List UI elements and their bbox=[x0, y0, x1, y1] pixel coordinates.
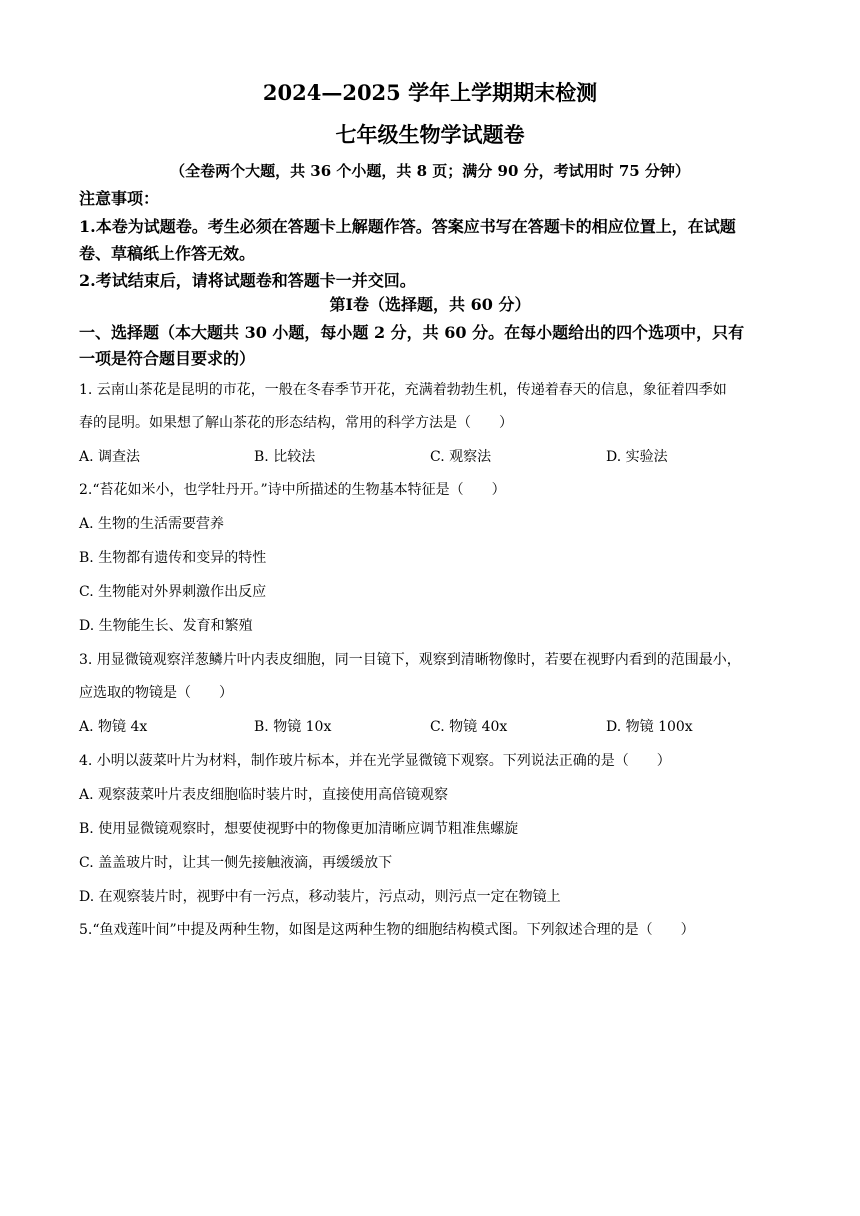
question-4-stem: 4. 小明以菠菜叶片为材料，制作玻片标本，并在光学显微镜下观察。下列说法正确的是（ ） bbox=[79, 753, 671, 769]
question-1-option-d: D. 实验法 bbox=[606, 449, 668, 465]
question-3-option-c: C. 物镜 40x bbox=[430, 719, 508, 735]
notes-heading: 注意事项： bbox=[79, 189, 160, 208]
question-3-option-a: A. 物镜 4x bbox=[79, 719, 148, 735]
question-2-option-a: A. 生物的生活需要营养 bbox=[79, 516, 225, 532]
question-1-option-b: B. 比较法 bbox=[254, 449, 316, 465]
exam-info: （全卷两个大题，共 36 个小题，共 8 页；满分 90 分，考试用时 75 分钟） bbox=[170, 162, 690, 180]
exam-subject-title: 七年级生物学试题卷 bbox=[335, 122, 525, 147]
question-1-line-2: 春的昆明。如果想了解山茶花的形态结构，常用的科学方法是（ ） bbox=[79, 415, 513, 431]
section-1-instruction-line-2: 一项是符合题目要求的） bbox=[79, 349, 256, 368]
question-3-line-1: 3. 用显微镜观察洋葱鳞片叶内表皮细胞，同一目镜下，观察到清晰物像时，若要在视野内看到的范围最小， bbox=[79, 652, 741, 668]
question-1-option-c: C. 观察法 bbox=[430, 449, 492, 465]
question-3-line-2: 应选取的物镜是（ ） bbox=[79, 685, 233, 701]
question-4-option-d: D. 在观察装片时，视野中有一污点，移动装片，污点动，则污点一定在物镜上 bbox=[79, 889, 561, 905]
note-item-1-line-2: 卷、草稿纸上作答无效。 bbox=[79, 244, 256, 263]
exam-title: 2024—2025 学年上学期期末检测 bbox=[262, 80, 598, 105]
part-1-title: 第Ⅰ卷（选择题，共 60 分） bbox=[329, 295, 531, 314]
question-2-option-d: D. 生物能生长、发育和繁殖 bbox=[79, 618, 253, 634]
question-2-option-b: B. 生物都有遗传和变异的特性 bbox=[79, 550, 267, 566]
note-item-1-line-1: 1.本卷为试题卷。考生必须在答题卡上解题作答。答案应书写在答题卡的相应位置上，在试题 bbox=[79, 217, 736, 236]
question-2-stem: 2.“苔花如米小，也学牡丹开。”诗中所描述的生物基本特征是（ ） bbox=[79, 482, 506, 498]
question-4-option-a: A. 观察菠菜叶片表皮细胞临时装片时，直接使用高倍镜观察 bbox=[79, 787, 449, 803]
question-4-option-c: C. 盖盖玻片时，让其一侧先接触液滴，再缓缓放下 bbox=[79, 855, 393, 871]
question-3-option-b: B. 物镜 10x bbox=[254, 719, 332, 735]
question-5-stem: 5.“鱼戏莲叶间”中提及两种生物，如图是这两种生物的细胞结构模式图。下列叙述合理的是（ ） bbox=[79, 922, 695, 938]
section-1-instruction-line-1: 一、选择题（本大题共 30 小题，每小题 2 分，共 60 分。在每小题给出的四个选项中，只有 bbox=[79, 323, 745, 342]
question-1-line-1: 1. 云南山茶花是昆明的市花，一般在冬春季节开花，充满着勃勃生机，传递着春天的信息，象征着四季如 bbox=[79, 382, 727, 398]
question-2-option-c: C. 生物能对外界刺激作出反应 bbox=[79, 584, 267, 600]
question-4-option-b: B. 使用显微镜观察时，想要使视野中的物像更加清晰应调节粗准焦螺旋 bbox=[79, 821, 519, 837]
question-3-option-d: D. 物镜 100x bbox=[606, 719, 693, 735]
note-item-2: 2.考试结束后，请将试题卷和答题卡一并交回。 bbox=[79, 271, 416, 290]
question-1-option-a: A. 调查法 bbox=[79, 449, 141, 465]
